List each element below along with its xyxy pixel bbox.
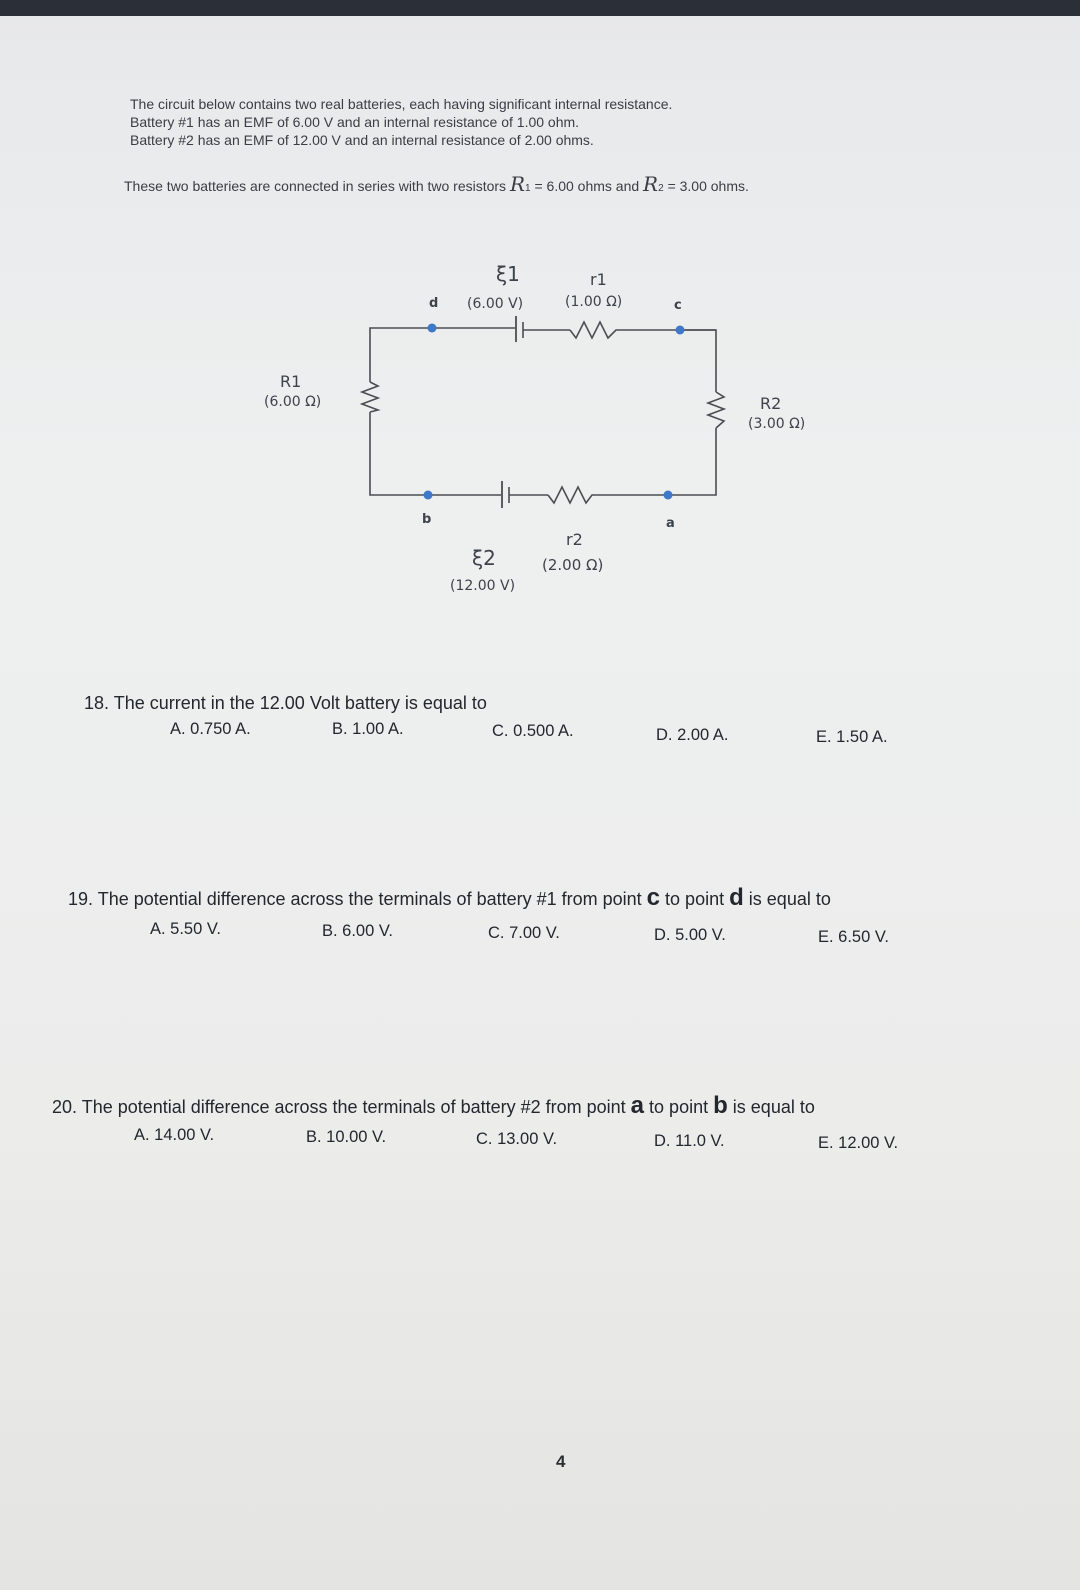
r1-symbol: R [509,172,526,196]
q20-option-e: E. 12.00 V. [818,1134,899,1152]
right-wire-bottom [668,428,716,495]
resistor-R1-symbol [362,382,378,412]
question-20 [52,1092,815,1120]
emf1-value: (6.00 V) [467,296,524,312]
q20-text-post: is equal to [732,1097,815,1117]
r2-symbol: R [643,172,659,196]
left-wire-bottom [370,412,428,495]
q19-option-d: D. 5.00 V. [654,926,726,944]
r2-text: = 3.00 ohms. [667,178,749,194]
intro-line-3: Battery #2 has an EMF of 12.00 V and an internal resistance of 2.00 ohms. [130,132,594,148]
point-d-label: d [429,296,439,311]
internal-resistor-1-symbol [570,322,628,338]
resistor-R2-symbol [708,392,724,428]
q20-text-pre: 20. The potential difference across the terminals of battery #2 from point [52,1097,626,1117]
node-a [664,491,673,500]
r1-subscript: 1 [525,183,531,194]
q18-option-b: B. 1.00 A. [332,720,404,738]
battery-2-symbol [502,481,548,508]
q19-text-mid: to point [665,889,725,909]
r1-internal-value: (1.00 Ω) [565,294,623,310]
q18-option-e: E. 1.50 A. [816,728,888,746]
R2-label: R2 [760,394,782,413]
intro-line-1: The circuit below contains two real batteries, each having significant internal resistance. [130,96,673,112]
q20-point-a: a [630,1092,645,1119]
q18-option-a: A. 0.750 A. [170,720,251,738]
point-b-label: b [422,512,432,527]
node-b [424,491,433,500]
q19-option-e: E. 6.50 V. [818,928,889,946]
r2-subscript: 2 [658,183,664,194]
point-a-label: a [666,516,675,531]
question-19 [68,884,831,912]
emf2-value: (12.00 V) [450,578,516,594]
intro-line-4-pre: These two batteries are connected in series with two resistors [124,178,507,194]
intro-line-2: Battery #1 has an EMF of 6.00 V and an internal resistance of 1.00 ohm. [130,114,580,130]
q19-text-pre: 19. The potential difference across the terminals of battery #1 from point [68,889,642,909]
node-d [428,324,437,333]
q20-text-mid: to point [649,1097,709,1117]
q20-option-c: C. 13.00 V. [476,1130,558,1148]
q19-option-b: B. 6.00 V. [322,922,393,940]
r2-internal-value: (2.00 Ω) [542,556,604,574]
q19-option-c: C. 7.00 V. [488,924,560,942]
R1-label: R1 [280,372,302,391]
q18-option-c: C. 0.500 A. [492,722,574,740]
page-number: 4 [556,1452,566,1471]
q19-text-post: is equal to [748,889,831,909]
node-c [676,326,685,335]
q20-point-b: b [713,1092,728,1119]
R1-value: (6.00 Ω) [264,394,322,410]
q19-point-d: d [729,884,744,911]
question-18: 18. The current in the 12.00 Volt battery is equal to [84,693,487,713]
emf2-symbol: ξ2 [472,546,496,570]
q19-option-a: A. 5.50 V. [150,920,221,938]
battery-1-symbol [516,316,570,342]
q18-option-d: D. 2.00 A. [656,726,729,744]
internal-resistor-2-symbol [548,487,603,503]
r1-text: = 6.00 ohms and [534,178,640,194]
q19-point-c: c [646,884,661,911]
point-c-label: c [674,298,682,313]
top-wire-left [370,328,432,382]
R2-value: (3.00 Ω) [748,416,806,432]
top-wire-right [680,330,716,392]
r2-internal-symbol: r2 [566,530,583,549]
r1-internal-symbol: r1 [590,270,607,289]
q20-option-a: A. 14.00 V. [134,1126,215,1144]
q20-option-d: D. 11.0 V. [654,1132,725,1150]
q20-option-b: B. 10.00 V. [306,1128,387,1146]
emf1-symbol: ξ1 [496,262,520,286]
